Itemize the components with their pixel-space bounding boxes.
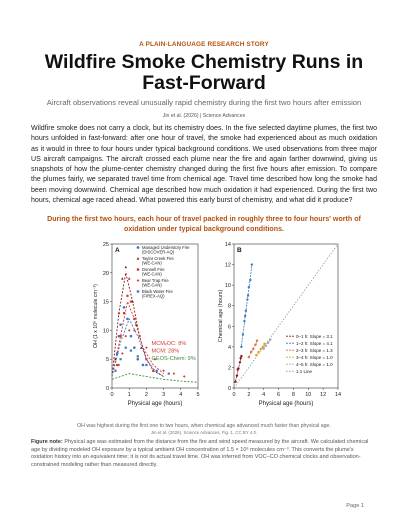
panel-a-point — [119, 335, 121, 337]
panel-a-y-tick-label: 0 — [105, 386, 109, 392]
panel-a-point — [121, 352, 124, 355]
subtitle: Aircraft observations reveal unusually rapid chemistry during the first two hours after emission — [46, 98, 362, 107]
panel-a-y-axis-label: OH (1 x 10⁶ molecule cm⁻³) — [93, 284, 99, 348]
panel-b-point — [247, 294, 249, 296]
panel-a-point — [116, 352, 119, 355]
figure-note-label: Figure note: — [31, 439, 63, 445]
panel-b-legend-label: 1:1 Line — [296, 369, 313, 374]
panel-b-point — [263, 343, 265, 345]
panel-b-point — [248, 286, 250, 288]
panel-b-y-tick-label: 14 — [224, 242, 231, 248]
panel-a-x-tick-label: 1 — [127, 392, 131, 398]
panel-b-x-tick-label: 0 — [232, 392, 236, 398]
panel-a-y-tick-label: 20 — [102, 270, 109, 277]
panel-a-y-tick-label: 10 — [102, 328, 109, 335]
figure-note — [31, 439, 377, 469]
panel-b-x-tick-label: 4 — [262, 392, 266, 398]
panel-a-legend-marker — [137, 279, 140, 282]
panel-b-legend-label: 0–1 h: Slope = 3.1 — [296, 334, 333, 339]
panel-a-point — [137, 358, 140, 361]
panel-a-legend-label: Donnell Fire — [142, 267, 165, 272]
panel-b-x-tick-label: 10 — [305, 392, 312, 398]
panel-a-point — [119, 358, 121, 360]
panel-b-point — [246, 298, 248, 300]
panel-b-point — [260, 348, 262, 350]
panel-b-x-tick-label: 14 — [334, 392, 342, 398]
panel-b-x-axis-label: Physical age (hours) — [258, 401, 314, 407]
panel-b-point — [234, 381, 236, 383]
panel-a-legend-marker — [137, 246, 140, 249]
panel-a-point — [142, 364, 145, 367]
panel-b-x-tick-label: 8 — [291, 392, 295, 398]
panel-b-legend-label: 1–2 h: Slope = 4.1 — [296, 341, 333, 346]
panel-b-point — [254, 344, 256, 346]
panel-a-legend-sub: (WE-CAN) — [142, 260, 162, 266]
panel-a-point — [156, 370, 158, 372]
panel-a-y-tick-label: 5 — [105, 357, 109, 364]
panel-b-y-tick-label: 12 — [224, 262, 231, 269]
panel-a-legend-sub: (DISCOVER-AQ) — [142, 249, 175, 255]
panel-a-letter: A — [115, 247, 120, 254]
panel-a-point — [183, 375, 186, 378]
panel-a-legend-label: Black Water Fire — [142, 289, 173, 294]
panel-b-y-tick-label: 10 — [224, 283, 231, 290]
panel-b-x-tick-label: 2 — [247, 392, 251, 398]
panel-b-point — [240, 355, 242, 357]
panel-b-y-axis-label: Chemical age (hours) — [218, 289, 224, 343]
panel-b-point — [244, 315, 246, 317]
panel-b-point — [250, 351, 252, 353]
panel-a-legend-marker — [137, 290, 139, 292]
panel-a-point — [123, 306, 126, 309]
panel-a-annotation: GEOS-Chem: 9% — [151, 356, 196, 362]
panel-a-point — [145, 364, 147, 366]
panel-b-point — [252, 348, 254, 350]
panel-a-x-tick-label: 0 — [110, 392, 114, 398]
panel-b-legend-label: 3–4 h: Slope = 1.0 — [296, 355, 333, 360]
citation: Jin et al. (2026) | Science Advances — [162, 113, 246, 119]
panel-a-legend-sub: (WE-CAN) — [142, 271, 162, 277]
panel-a-point — [125, 347, 127, 349]
panel-b-point — [262, 346, 264, 348]
panel-b-point — [257, 351, 259, 353]
panel-b-legend-label: 4–5 h: Slope = 1.0 — [296, 362, 333, 367]
panel-a-point — [123, 312, 125, 314]
page-number: Page 1 — [346, 503, 364, 509]
figure-heading: During the first two hours, each hour of travel packed in roughly three to four hours' worth of oxidation under typical background conditions. — [47, 215, 361, 233]
panel-a-point — [124, 266, 127, 268]
panel-b-point — [239, 361, 241, 363]
panel-a-model-curve — [112, 374, 198, 383]
panel-b-point — [243, 320, 245, 322]
panel-a-point — [137, 355, 139, 357]
panel-a-annotation: MCM: 28% — [151, 348, 180, 355]
panel-a-point — [145, 358, 147, 360]
panel-a-point — [128, 277, 131, 279]
panel-a-annotation: MCMᵥOC: 8% — [151, 341, 187, 347]
panel-b-point — [251, 263, 253, 265]
panel-a-point — [133, 318, 135, 320]
panel-b-y-tick-label: 2 — [227, 365, 231, 372]
panel-a-x-axis-label: Physical age (hours) — [127, 401, 183, 407]
panel-a-point — [168, 372, 170, 374]
kicker: A PLAIN-LANGUAGE RESEARCH STORY — [139, 41, 269, 48]
panel-a-point — [133, 346, 136, 349]
panel-a-point — [126, 295, 128, 297]
panel-b-y-tick-label: 0 — [227, 386, 231, 392]
panel-a-x-tick-label: 3 — [162, 392, 166, 398]
figure-note-text: Physical age was estimated from the distance from the fire and wind speed measured by the aircraft. We calculated chemical age by dividing modeled OH exposure by a typical ambient OH concentration of 1.5 × 10⁶ molecules cm⁻³. This converts the plume's oxidation history into an equivalent time; it is not its actual travel time. OH was inferred from VOC–CO chemical clocks and observation-constrained modeling rather than measured directly. — [31, 439, 369, 468]
panel-a-x-tick-label: 5 — [196, 392, 200, 398]
panel-b-point — [265, 345, 267, 347]
panel-b-point — [269, 338, 271, 340]
panel-b-point — [255, 354, 257, 356]
panel-a-point — [128, 329, 131, 332]
panel-b-y-tick-label: 4 — [227, 344, 231, 351]
panel-a-point — [162, 369, 165, 372]
panel-a-point — [118, 312, 121, 314]
figure-credit: Jin et al. (2026), Science Advances, Fig. 1, CC BY 4.0. — [150, 430, 258, 435]
panel-a-legend-sub: (FIREX-AQ) — [142, 293, 165, 299]
panel-b-point — [237, 368, 239, 370]
panel-a-point — [114, 370, 116, 372]
panel-a-legend-label: Managed Understory Fire — [142, 245, 190, 250]
figure — [86, 238, 346, 420]
panel-b-point — [245, 310, 247, 312]
body-paragraph: Wildfire smoke does not carry a clock, but its chemistry does. In the five selected daytime plumes, the first two hours unfolded in fast-forward: after one hour of travel, the smoke had experienced about as much oxidation as it would in three to four hours under typical background conditions. We used observations from three major US aircraft campaigns. The aircraft crossed each plume near the fire and again farther downwind, giving us snapshots of how the plume-center chemistry changed during the first five hours after emission. To compare the plumes fairly, we separated travel time from chemical age. Travel time described how long the smoke had been moving downwind. Chemical age described how much oxidation it had experienced. During the first two hours, chemical age raced ahead. What powered this early burst of chemistry, and what did it produce? — [31, 125, 377, 205]
panel-a-point — [126, 318, 129, 321]
panel-b-letter: B — [237, 247, 242, 254]
page-title: Wildfire Smoke Chemistry Runs in Fast-Forward — [44, 51, 364, 94]
panel-b-point — [242, 333, 244, 335]
panel-b-point — [248, 356, 250, 358]
panel-a-x-tick-label: 4 — [179, 392, 183, 398]
panel-a-point — [119, 323, 122, 326]
panel-a-point — [152, 370, 154, 372]
panel-b-point — [256, 339, 258, 341]
panel-b-legend-label: 2–3 h: Slope = 1.3 — [296, 348, 333, 353]
panel-a-legend-label: Taylor Creek Fire — [142, 256, 174, 261]
panel-a-point — [130, 349, 132, 351]
panel-a-point — [124, 335, 127, 338]
panel-a-point — [121, 277, 124, 279]
panel-b-y-tick-label: 8 — [227, 303, 231, 310]
panel-a-point — [130, 335, 133, 338]
panel-a-point — [173, 372, 176, 375]
panel-a-y-tick-label: 25 — [102, 242, 109, 248]
panel-b-point — [249, 279, 251, 281]
panel-b-y-tick-label: 6 — [227, 324, 231, 331]
figure-caption: OH was highest during the first one to two hours, when chemical age advanced much faster than physical age. — [77, 423, 331, 429]
panel-b-point — [263, 348, 265, 350]
panel-b-point — [240, 346, 242, 348]
panel-a-x-tick-label: 2 — [144, 392, 148, 398]
panel-b-point — [267, 342, 269, 344]
panel-a-legend-label: Bear Trap Fire — [142, 278, 169, 283]
panel-a-point — [130, 300, 132, 302]
panel-a-legend-marker — [137, 268, 139, 270]
panel-a-y-tick-label: 15 — [102, 299, 109, 306]
panel-a-legend-sub: (WE-CAN) — [142, 282, 162, 288]
panel-a-legend-marker — [137, 257, 140, 260]
panel-b-point — [239, 357, 241, 359]
panel-b-x-tick-label: 12 — [320, 392, 327, 398]
panel-b-x-tick-label: 6 — [277, 392, 281, 398]
panel-a-point — [145, 346, 148, 349]
panel-b-point — [236, 374, 238, 376]
